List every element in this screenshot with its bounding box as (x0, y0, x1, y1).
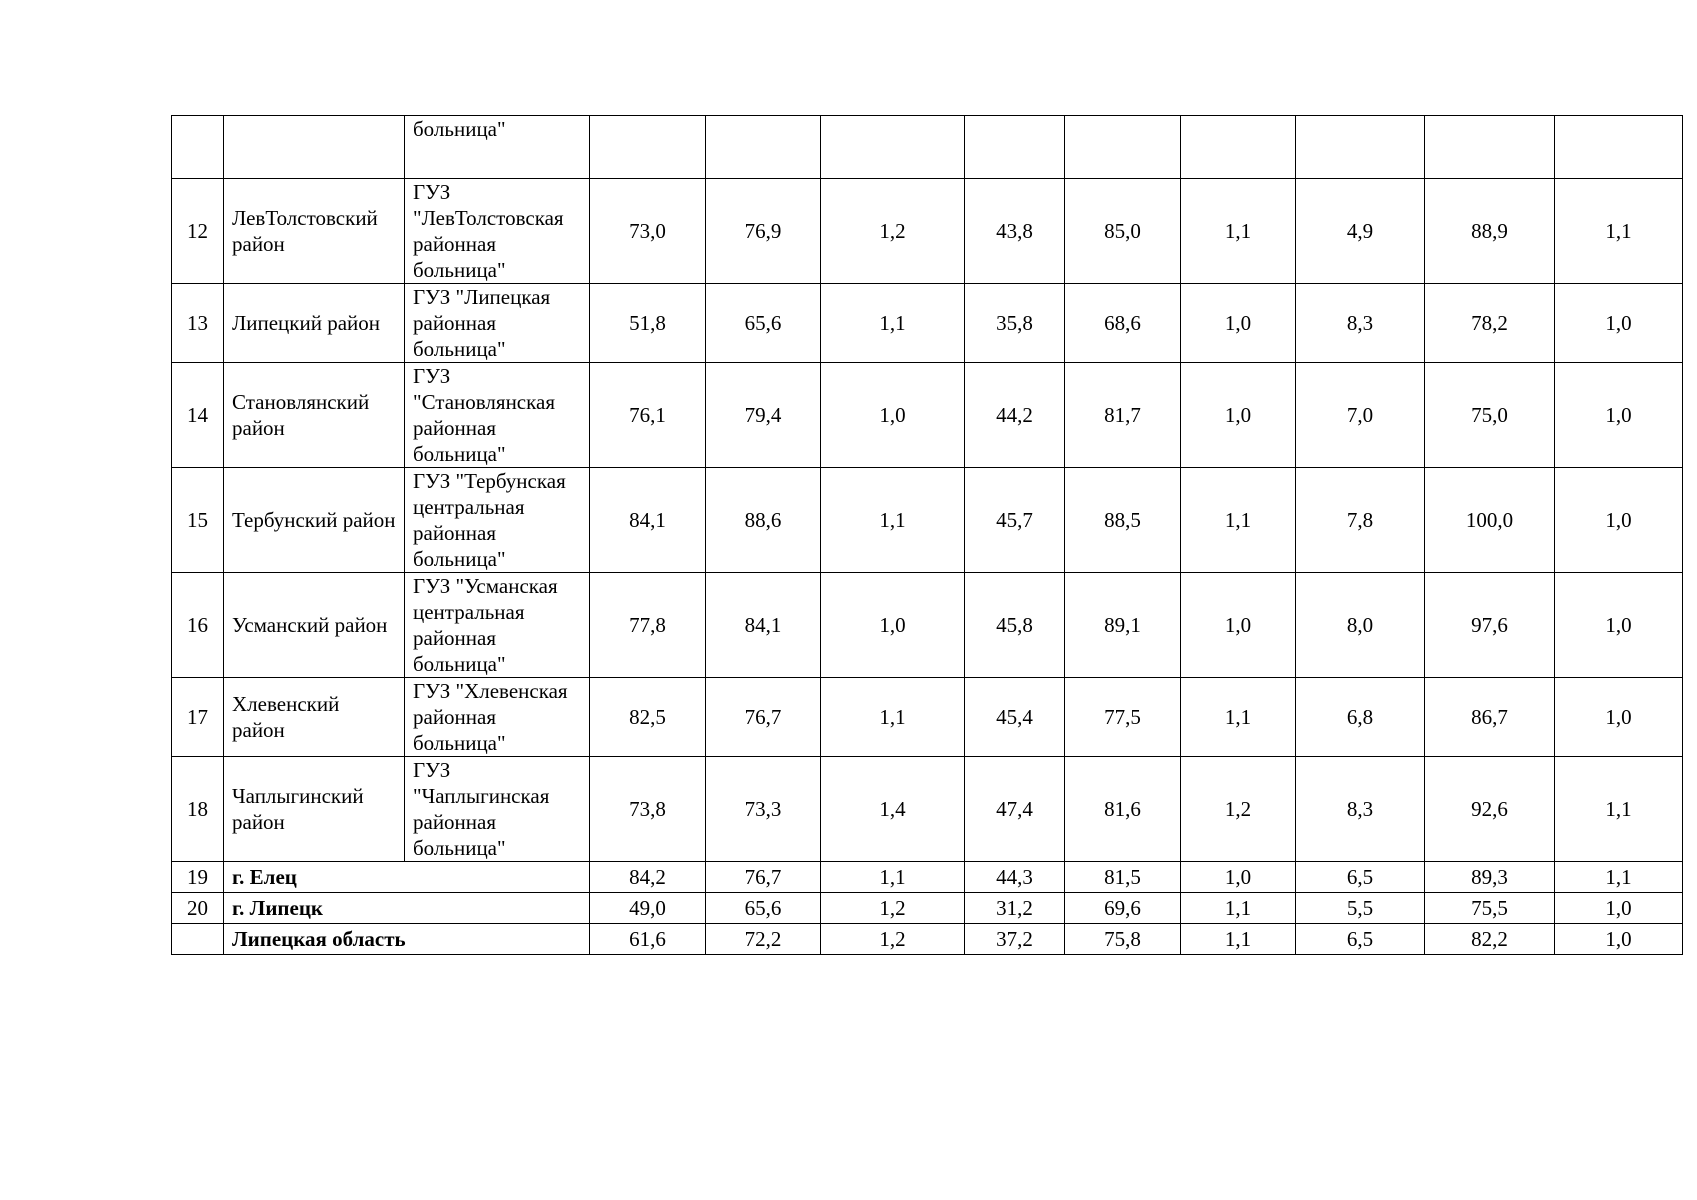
value-cell: 1,2 (821, 893, 965, 924)
table-row (172, 573, 1683, 678)
value-cell: 7,8 (1296, 468, 1425, 573)
value-cell: 44,2 (965, 363, 1065, 468)
value-cell: 44,3 (965, 862, 1065, 893)
value-cell (965, 116, 1065, 179)
value-cell: 75,5 (1425, 893, 1555, 924)
row-index-cell (172, 924, 224, 955)
value-cell: 1,0 (1555, 678, 1683, 757)
value-cell: 1,1 (821, 468, 965, 573)
organization-cell: ГУЗ "Усманская центральная районная больница" (405, 573, 590, 678)
value-cell: 76,1 (590, 363, 706, 468)
value-cell: 88,6 (706, 468, 821, 573)
value-cell: 81,5 (1065, 862, 1181, 893)
value-cell: 75,8 (1065, 924, 1181, 955)
district-cell: Усманский район (224, 573, 405, 678)
value-cell: 1,0 (1181, 363, 1296, 468)
row-index-cell: 15 (172, 468, 224, 573)
district-cell: Хлевенский район (224, 678, 405, 757)
value-cell: 1,0 (1555, 468, 1683, 573)
value-cell: 8,3 (1296, 757, 1425, 862)
district-cell: Липецкий район (224, 284, 405, 363)
row-index-cell: 13 (172, 284, 224, 363)
district-cell (224, 116, 405, 179)
value-cell: 4,9 (1296, 179, 1425, 284)
value-cell (590, 116, 706, 179)
value-cell: 1,1 (1555, 757, 1683, 862)
value-cell: 45,4 (965, 678, 1065, 757)
row-index-cell (172, 116, 224, 179)
value-cell: 51,8 (590, 284, 706, 363)
table-row (172, 678, 1683, 757)
value-cell: 1,0 (821, 363, 965, 468)
district-cell: Тербунский район (224, 468, 405, 573)
value-cell: 1,2 (1181, 757, 1296, 862)
district-cell: Становлянский район (224, 363, 405, 468)
value-cell: 1,1 (1181, 924, 1296, 955)
value-cell: 1,0 (1181, 862, 1296, 893)
value-cell: 1,2 (821, 924, 965, 955)
value-cell: 1,0 (1555, 363, 1683, 468)
value-cell: 1,1 (1555, 862, 1683, 893)
value-cell: 77,5 (1065, 678, 1181, 757)
value-cell: 8,0 (1296, 573, 1425, 678)
value-cell: 73,0 (590, 179, 706, 284)
value-cell (1425, 116, 1555, 179)
organization-cell: ГУЗ "Липецкая районная больница" (405, 284, 590, 363)
statistics-table (171, 115, 1683, 955)
value-cell: 86,7 (1425, 678, 1555, 757)
value-cell: 6,8 (1296, 678, 1425, 757)
value-cell: 79,4 (706, 363, 821, 468)
value-cell: 76,7 (706, 678, 821, 757)
organization-cell: больница" (405, 116, 590, 179)
value-cell: 1,1 (1181, 678, 1296, 757)
value-cell: 88,9 (1425, 179, 1555, 284)
city-row (172, 893, 1683, 924)
value-cell: 1,1 (1181, 179, 1296, 284)
value-cell: 1,1 (821, 678, 965, 757)
value-cell: 5,5 (1296, 893, 1425, 924)
value-cell: 82,2 (1425, 924, 1555, 955)
value-cell: 89,1 (1065, 573, 1181, 678)
value-cell: 1,1 (821, 862, 965, 893)
value-cell: 81,7 (1065, 363, 1181, 468)
value-cell: 1,2 (821, 179, 965, 284)
value-cell: 7,0 (1296, 363, 1425, 468)
value-cell: 97,6 (1425, 573, 1555, 678)
value-cell (1181, 116, 1296, 179)
organization-cell: ГУЗ "ЛевТолстовская районная больница" (405, 179, 590, 284)
table-row (172, 363, 1683, 468)
continuation-row (172, 116, 1683, 179)
value-cell: 84,1 (706, 573, 821, 678)
value-cell: 1,0 (1555, 573, 1683, 678)
district-cell: ЛевТолстовский район (224, 179, 405, 284)
value-cell: 31,2 (965, 893, 1065, 924)
value-cell: 1,0 (1555, 893, 1683, 924)
row-index-cell: 20 (172, 893, 224, 924)
value-cell: 76,7 (706, 862, 821, 893)
value-cell: 82,5 (590, 678, 706, 757)
value-cell (1555, 116, 1683, 179)
row-index-cell: 12 (172, 179, 224, 284)
value-cell: 69,6 (1065, 893, 1181, 924)
row-index-cell: 17 (172, 678, 224, 757)
city-name-cell: г. Липецк (224, 893, 590, 924)
value-cell (1065, 116, 1181, 179)
organization-cell: ГУЗ "Тербунская центральная районная больница" (405, 468, 590, 573)
region-name-cell: Липецкая область (224, 924, 590, 955)
value-cell: 49,0 (590, 893, 706, 924)
table-body (172, 116, 1683, 955)
value-cell: 68,6 (1065, 284, 1181, 363)
value-cell: 45,7 (965, 468, 1065, 573)
value-cell (706, 116, 821, 179)
value-cell: 85,0 (1065, 179, 1181, 284)
value-cell: 77,8 (590, 573, 706, 678)
value-cell: 81,6 (1065, 757, 1181, 862)
value-cell: 8,3 (1296, 284, 1425, 363)
value-cell: 1,0 (1181, 284, 1296, 363)
table-row (172, 757, 1683, 862)
value-cell: 84,2 (590, 862, 706, 893)
value-cell: 76,9 (706, 179, 821, 284)
table-row (172, 284, 1683, 363)
value-cell: 1,1 (1555, 179, 1683, 284)
value-cell: 37,2 (965, 924, 1065, 955)
value-cell: 100,0 (1425, 468, 1555, 573)
value-cell: 6,5 (1296, 862, 1425, 893)
table-row (172, 468, 1683, 573)
value-cell: 89,3 (1425, 862, 1555, 893)
value-cell: 1,4 (821, 757, 965, 862)
total-row (172, 924, 1683, 955)
value-cell: 1,0 (1181, 573, 1296, 678)
value-cell: 73,8 (590, 757, 706, 862)
value-cell: 1,0 (1555, 284, 1683, 363)
organization-cell: ГУЗ "Становлянская районная больница" (405, 363, 590, 468)
city-row (172, 862, 1683, 893)
value-cell: 75,0 (1425, 363, 1555, 468)
value-cell: 35,8 (965, 284, 1065, 363)
value-cell: 43,8 (965, 179, 1065, 284)
value-cell: 1,1 (1181, 468, 1296, 573)
value-cell: 65,6 (706, 893, 821, 924)
district-cell: Чаплыгинский район (224, 757, 405, 862)
value-cell: 65,6 (706, 284, 821, 363)
value-cell: 47,4 (965, 757, 1065, 862)
value-cell: 78,2 (1425, 284, 1555, 363)
row-index-cell: 16 (172, 573, 224, 678)
row-index-cell: 18 (172, 757, 224, 862)
value-cell: 1,0 (821, 573, 965, 678)
value-cell: 61,6 (590, 924, 706, 955)
value-cell: 84,1 (590, 468, 706, 573)
value-cell (821, 116, 965, 179)
value-cell: 6,5 (1296, 924, 1425, 955)
value-cell: 1,1 (1181, 893, 1296, 924)
organization-cell: ГУЗ "Чаплыгинская районная больница" (405, 757, 590, 862)
table-row (172, 179, 1683, 284)
value-cell: 1,1 (821, 284, 965, 363)
value-cell: 45,8 (965, 573, 1065, 678)
value-cell: 1,0 (1555, 924, 1683, 955)
row-index-cell: 19 (172, 862, 224, 893)
value-cell: 88,5 (1065, 468, 1181, 573)
row-index-cell: 14 (172, 363, 224, 468)
organization-cell: ГУЗ "Хлевенская районная больница" (405, 678, 590, 757)
value-cell: 73,3 (706, 757, 821, 862)
value-cell: 92,6 (1425, 757, 1555, 862)
city-name-cell: г. Елец (224, 862, 590, 893)
value-cell (1296, 116, 1425, 179)
value-cell: 72,2 (706, 924, 821, 955)
